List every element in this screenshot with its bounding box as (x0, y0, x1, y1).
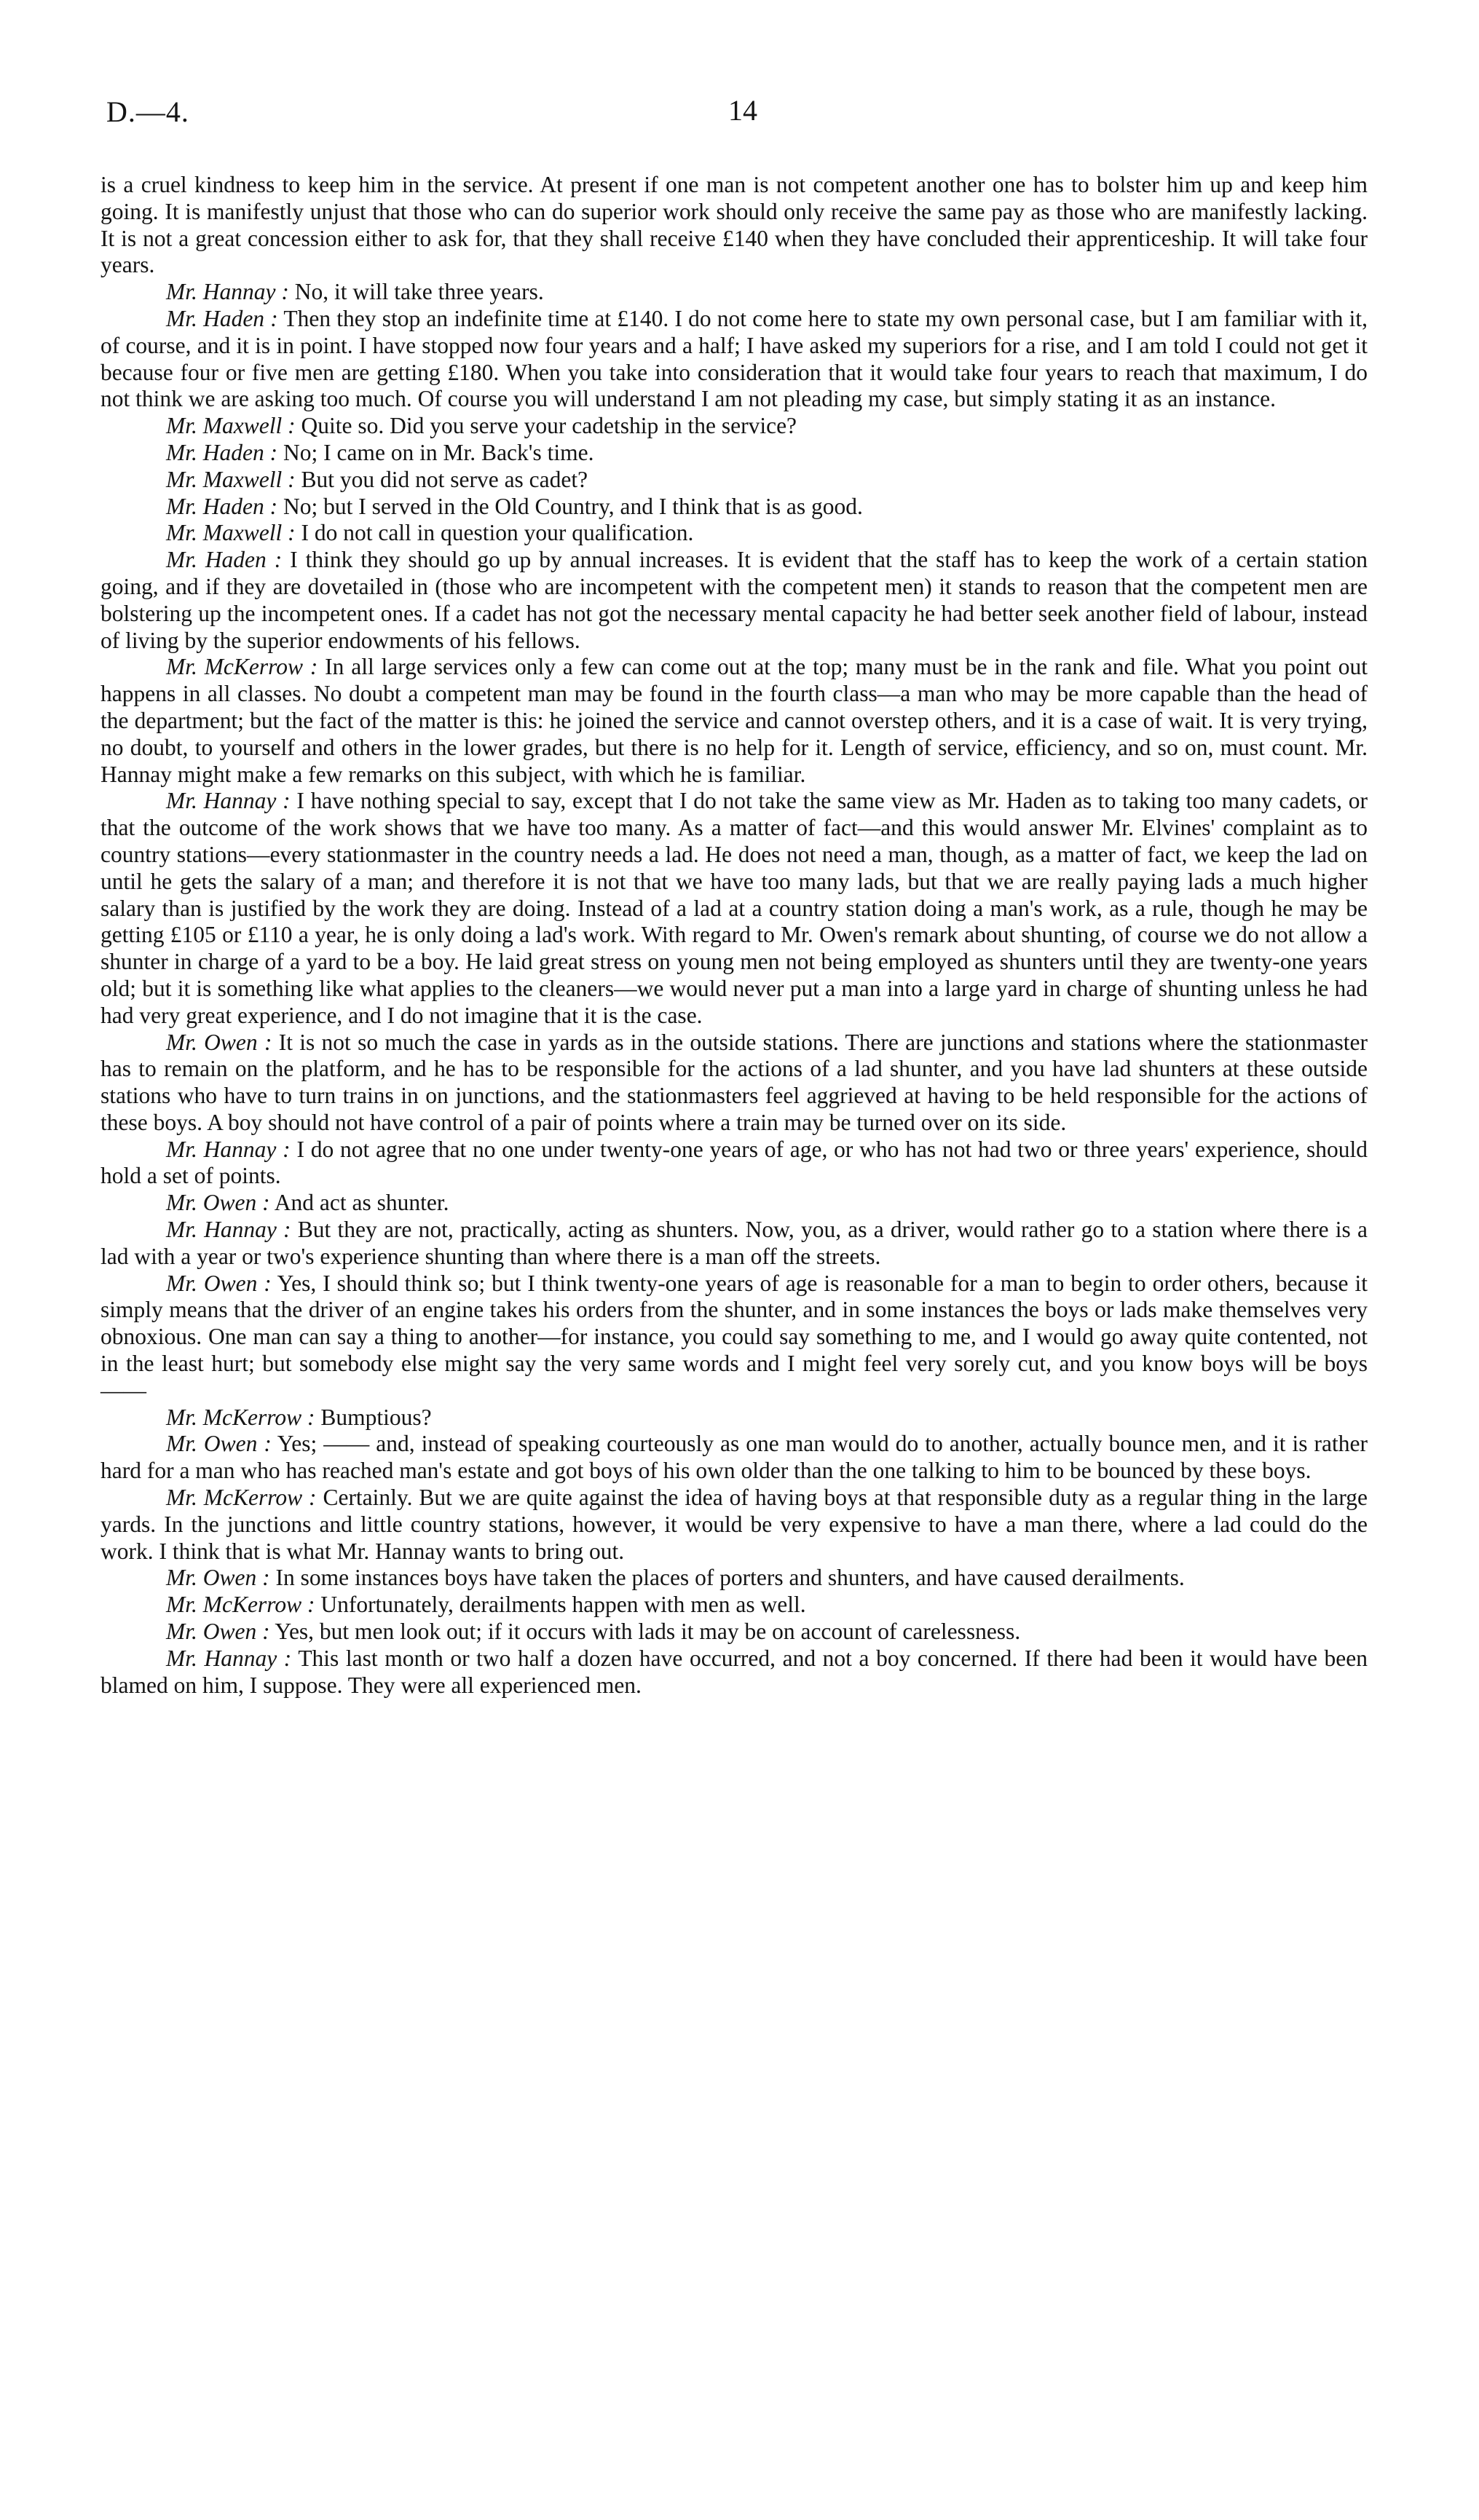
paragraph (100, 440, 1368, 467)
speaker-label: Mr. Haden : (166, 547, 283, 573)
paragraph-text: Yes, I should think so; but I think twenty-one years of age is reasonable for a man to begin to order others, because it simply means that the driver of an engine takes his orders from the shunter, and in some instances the boys or lads make themselves very obnoxious. One man can say a thing to another—for instance, you could say something to me, and I would go away quite contented, not in the least hurt; but somebody else might say the very same words and I might feel very sorely cut, and you know boys will be boys —— (100, 1270, 1368, 1403)
speaker-label: Mr. Hannay : (166, 788, 291, 814)
speaker-label: Mr. Hannay : (166, 1136, 291, 1162)
paragraph-text: I do not agree that no one under twenty-one years of age, or who has not had two or three years' experience, should hold a set of points. (100, 1136, 1368, 1189)
paragraph-text: But you did not serve as cadet? (301, 466, 588, 492)
speaker-label: Mr. Owen : (166, 1029, 272, 1055)
page-header (100, 86, 1368, 144)
paragraph-text: But they are not, practically, acting as shunters. Now, you, as a driver, would rather go to a station where there is a lad with a year or two's experience shunting than where there is a man off the streets. (100, 1217, 1368, 1269)
paragraph (100, 172, 1368, 279)
paragraph-text: It is not so much the case in yards as in the outside stations. There are junctions and stations where the stationmaster has to remain on the platform, and he has to be responsible for the actions of a lad shunter, and you have lad shunters at these outside stations who have to turn trains in on junctions, and the stationmasters feel aggrieved at having to be held responsible for the actions of these boys. A boy should not have control of a pair of points where a train may be turned over on its side. (100, 1029, 1368, 1135)
paragraph-text: is a cruel kindness to keep him in the service. At present if one man is not competent another one has to bolster him up and keep him going. It is manifestly unjust that those who can do superior work should only receive the same pay as those who are manifestly lacking. It is not a great concession either to ask for, that they shall receive £140 when they have concluded their apprenticeship. It will take four years. (100, 172, 1368, 278)
paragraph-text: This last month or two half a dozen have occurred, and not a boy concerned. If there had been it would have been blamed on him, I suppose. They were all experienced men. (100, 1645, 1368, 1698)
paragraph-text: Yes; —— and, instead of speaking courteously as one man would do to another, actually bounce men, and it is rather hard for a man who has reached man's estate and got boys of his own older than the one talking to him to be bounced by these boys. (100, 1431, 1368, 1484)
paragraph-text: Quite so. Did you serve your cadetship in the service? (301, 413, 797, 439)
paragraph-text: No; I came on in Mr. Back's time. (283, 439, 594, 465)
paragraph (100, 279, 1368, 306)
paragraph (100, 1137, 1368, 1190)
paragraph (100, 520, 1368, 547)
paragraph-text: In all large services only a few can come out at the top; many must be in the rank and file. What you point out happens in all classes. No doubt a competent man may be found in the fourth class—a man who may be more capable than the head of the department; but the fact of the matter is this: he joined the service and cannot overstep others, and it is a case of wait. It is very trying, no doubt, to yourself and others in the lower grades, but there is no help for it. Length of service, efficiency, and so on, must count. Mr. Hannay might make a few remarks on this subject, with which he is familiar. (100, 654, 1368, 787)
paragraph (100, 413, 1368, 440)
paragraph-text: I have nothing special to say, except that I do not take the same view as Mr. Haden as to taking too many cadets, or that the outcome of the work shows that we have too many. As a matter of fact—and this would answer Mr. Elvines' complaint as to country stations—every stationmaster in the country needs a lad. He does not need a man, though, as a matter of fact, we keep the lad on until he gets the salary of a man; and therefore it is not that we have too many lads, but that we are really paying lads a much higher salary than is justified by the work they are doing. Instead of a lad at a country station doing a man's work, as a rule, though he may be getting £105 or £110 a year, he is only doing a lad's work. With regard to Mr. Owen's remark about shunting, of course we do not allow a shunter in charge of a yard to be a boy. He laid great stress on young men not being employed as shunters until they are twenty-one years old; but it is something like what applies to the cleaners—we would never put a man into a large yard in charge of shunting unless he had had very great experience, and I do not imagine that it is the case. (100, 788, 1368, 1028)
speaker-label: Mr. Owen : (166, 1190, 270, 1216)
speaker-label: Mr. Owen : (166, 1270, 272, 1296)
paragraph-text: I think they should go up by annual increases. It is evident that the staff has to keep the work of a certain station going, and if they are dovetailed in (those who are incompetent with the competent men) it stands to reason that the competent men are bolstering up the incompetent ones. If a cadet has not got the necessary mental capacity he had better seek another field of labour, instead of living by the superior endowments of his fellows. (100, 547, 1368, 653)
paragraph-text: And act as shunter. (274, 1190, 449, 1216)
paragraph (100, 467, 1368, 494)
paragraph-text: In some instances boys have taken the places of porters and shunters, and have caused derailments. (275, 1565, 1185, 1591)
speaker-label: Mr. Maxwell : (166, 466, 296, 492)
paragraph (100, 1190, 1368, 1217)
transcript-body (100, 172, 1368, 1699)
paragraph (100, 1431, 1368, 1485)
paragraph (100, 547, 1368, 654)
paragraph (100, 1619, 1368, 1646)
speaker-label: Mr. McKerrow : (166, 1404, 315, 1430)
paragraph-text: Certainly. But we are quite against the idea of having boys at that responsible duty as a regular thing in the large yards. In the junctions and little country stations, however, it would be very expensive to have a man there, where a lad could do the work. I think that is what Mr. Hannay wants to bring out. (100, 1485, 1368, 1564)
paragraph (100, 1217, 1368, 1271)
paragraph-text: Yes, but men look out; if it occurs with lads it may be on account of carelessness. (275, 1619, 1021, 1645)
speaker-label: Mr. McKerrow : (166, 1485, 317, 1511)
speaker-label: Mr. Haden : (166, 305, 278, 331)
speaker-label: Mr. Owen : (166, 1431, 272, 1457)
document-reference: D.—4. (106, 95, 189, 128)
paragraph (100, 1565, 1368, 1592)
paragraph-text: I do not call in question your qualification. (301, 520, 694, 546)
paragraph (100, 1030, 1368, 1137)
paragraph-text: Bumptious? (320, 1404, 432, 1430)
paragraph (100, 306, 1368, 413)
speaker-label: Mr. Haden : (166, 493, 278, 519)
speaker-label: Mr. Hannay : (166, 1217, 291, 1243)
paragraph (100, 1592, 1368, 1619)
speaker-label: Mr. Maxwell : (166, 413, 296, 439)
paragraph (100, 494, 1368, 521)
speaker-label: Mr. Haden : (166, 439, 278, 465)
paragraph (100, 788, 1368, 1029)
page-number: 14 (728, 94, 757, 127)
paragraph (100, 1405, 1368, 1431)
speaker-label: Mr. McKerrow : (166, 1592, 315, 1618)
paragraph (100, 1271, 1368, 1405)
paragraph (100, 1646, 1368, 1699)
paragraph (100, 654, 1368, 788)
speaker-label: Mr. Maxwell : (166, 520, 296, 546)
document-page (100, 86, 1368, 1698)
speaker-label: Mr. McKerrow : (166, 654, 318, 680)
speaker-label: Mr. Owen : (166, 1565, 270, 1591)
speaker-label: Mr. Hannay : (166, 1645, 292, 1671)
speaker-label: Mr. Hannay : (166, 279, 289, 305)
paragraph-text: Unfortunately, derailments happen with men as well. (320, 1592, 806, 1618)
paragraph-text: No; but I served in the Old Country, and I think that is as good. (283, 493, 863, 519)
speaker-label: Mr. Owen : (166, 1619, 270, 1645)
paragraph (100, 1485, 1368, 1565)
paragraph-text: Then they stop an indefinite time at £140. I do not come here to state my own personal case, but I am familiar with it, of course, and it is in point. I have stopped now four years and a half; I have asked my superiors for a rise, and I am told I could not get it because four or five men are getting £180. When you take into consideration that it would take four years to reach that maximum, I do not think we are asking too much. Of course you will understand I am not pleading my case, but simply stating it as an instance. (100, 305, 1368, 412)
paragraph-text: No, it will take three years. (294, 279, 544, 305)
